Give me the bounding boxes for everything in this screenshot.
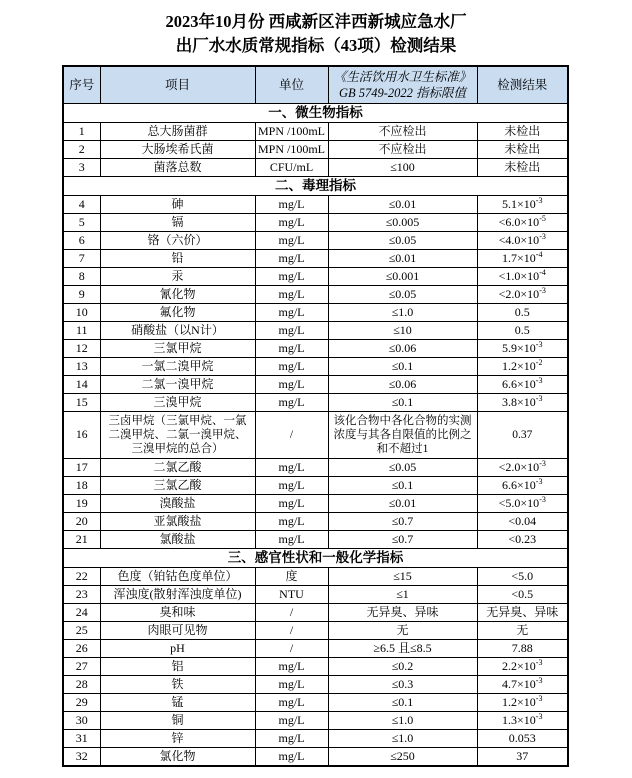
cell-unit: mg/L bbox=[255, 658, 328, 676]
cell-no: 18 bbox=[63, 477, 100, 495]
cell-no: 5 bbox=[63, 214, 100, 232]
cell-unit: / bbox=[255, 622, 328, 640]
cell-unit: mg/L bbox=[255, 232, 328, 250]
cell-item: 菌落总数 bbox=[100, 159, 255, 177]
cell-no: 29 bbox=[63, 694, 100, 712]
table-row bbox=[63, 676, 568, 694]
cell-item: 三氯甲烷 bbox=[100, 340, 255, 358]
cell-result: 0.37 bbox=[477, 412, 568, 459]
table-row bbox=[63, 286, 568, 304]
result-exponent: -3 bbox=[535, 676, 543, 685]
cell-result: $2.2\times 10^{-3}$ bbox=[477, 658, 568, 676]
cell-limit: ≤0.005 bbox=[328, 214, 477, 232]
cell-no: 15 bbox=[63, 394, 100, 412]
cell-result: $6.6\times 10^{-3}$ bbox=[477, 477, 568, 495]
cell-unit: NTU bbox=[255, 586, 328, 604]
section-title: 二、毒理指标 bbox=[63, 177, 568, 196]
cell-item: 臭和味 bbox=[100, 604, 255, 622]
cell-item: 色度（铂钴色度单位） bbox=[100, 568, 255, 586]
cell-item: 汞 bbox=[100, 268, 255, 286]
cell-item: 大肠埃希氏菌 bbox=[100, 141, 255, 159]
column-header-limit-line2: GB 5749-2022 指标限值 bbox=[338, 86, 467, 100]
cell-limit: ≤100 bbox=[328, 159, 477, 177]
column-header-item: 项目 bbox=[100, 66, 255, 104]
cell-limit: ≤0.01 bbox=[328, 495, 477, 513]
column-header-limit-line1: 《生活饮用水卫生标准》 bbox=[333, 70, 472, 84]
cell-limit: ≤1.0 bbox=[328, 304, 477, 322]
cell-no: 24 bbox=[63, 604, 100, 622]
column-header-unit: 单位 bbox=[255, 66, 328, 104]
result-exponent: -3 bbox=[535, 340, 543, 349]
cell-result: $6.6\times 10^{-3}$ bbox=[477, 376, 568, 394]
cell-result: $4.7\times 10^{-3}$ bbox=[477, 676, 568, 694]
cell-item: 三卤甲烷（三氯甲烷、一氯二溴甲烷、二氯一溴甲烷、三溴甲烷的总合） bbox=[100, 412, 255, 459]
result-exponent: -3 bbox=[535, 376, 543, 385]
cell-no: 7 bbox=[63, 250, 100, 268]
cell-limit: ≤15 bbox=[328, 568, 477, 586]
cell-result: $5.1\times 10^{-3}$ bbox=[477, 196, 568, 214]
cell-result: 0.053 bbox=[477, 730, 568, 748]
cell-limit: ≤0.05 bbox=[328, 232, 477, 250]
cell-item: 二氯一溴甲烷 bbox=[100, 376, 255, 394]
cell-item: 铬（六价） bbox=[100, 232, 255, 250]
table-row bbox=[63, 412, 568, 459]
cell-no: 28 bbox=[63, 676, 100, 694]
cell-unit: / bbox=[255, 412, 328, 459]
cell-no: 22 bbox=[63, 568, 100, 586]
cell-no: 6 bbox=[63, 232, 100, 250]
cell-limit: ≤0.06 bbox=[328, 340, 477, 358]
cell-no: 8 bbox=[63, 268, 100, 286]
cell-no: 19 bbox=[63, 495, 100, 513]
cell-no: 30 bbox=[63, 712, 100, 730]
cell-limit: ≤0.3 bbox=[328, 676, 477, 694]
section-header-row bbox=[63, 177, 568, 196]
table-header-row bbox=[63, 66, 568, 104]
table-row bbox=[63, 586, 568, 604]
cell-no: 9 bbox=[63, 286, 100, 304]
cell-result: $<4.0\times 10^{-3}$ bbox=[477, 232, 568, 250]
cell-item: pH bbox=[100, 640, 255, 658]
cell-result: $<1.0\times 10^{-4}$ bbox=[477, 268, 568, 286]
column-header-no: 序号 bbox=[63, 66, 100, 104]
cell-unit: MPN /100mL bbox=[255, 123, 328, 141]
cell-item: 砷 bbox=[100, 196, 255, 214]
cell-item: 肉眼可见物 bbox=[100, 622, 255, 640]
cell-limit: ≤1.0 bbox=[328, 712, 477, 730]
cell-item: 一氯二溴甲烷 bbox=[100, 358, 255, 376]
table-row bbox=[63, 141, 568, 159]
table-body bbox=[63, 104, 568, 767]
cell-item: 二氯乙酸 bbox=[100, 459, 255, 477]
section-header-row bbox=[63, 104, 568, 123]
cell-unit: mg/L bbox=[255, 748, 328, 767]
table-row bbox=[63, 495, 568, 513]
result-exponent: -3 bbox=[535, 712, 543, 721]
cell-limit: 无 bbox=[328, 622, 477, 640]
cell-limit: ≥6.5 且≤8.5 bbox=[328, 640, 477, 658]
cell-item: 氯化物 bbox=[100, 748, 255, 767]
cell-result: $<2.0\times 10^{-3}$ bbox=[477, 286, 568, 304]
table-row bbox=[63, 730, 568, 748]
result-exponent: -3 bbox=[535, 658, 543, 667]
cell-limit: ≤0.01 bbox=[328, 250, 477, 268]
cell-limit: ≤0.05 bbox=[328, 286, 477, 304]
result-exponent: -5 bbox=[539, 214, 546, 223]
cell-unit: mg/L bbox=[255, 340, 328, 358]
result-exponent: -3 bbox=[539, 495, 546, 504]
cell-item: 铁 bbox=[100, 676, 255, 694]
cell-result: <0.23 bbox=[477, 531, 568, 549]
table-row bbox=[63, 394, 568, 412]
column-header-result: 检测结果 bbox=[477, 66, 568, 104]
cell-unit: mg/L bbox=[255, 694, 328, 712]
cell-no: 13 bbox=[63, 358, 100, 376]
cell-result: $<6.0\times 10^{-5}$ bbox=[477, 214, 568, 232]
cell-unit: mg/L bbox=[255, 304, 328, 322]
cell-result: 无异臭、异味 bbox=[477, 604, 568, 622]
document-title bbox=[0, 0, 632, 58]
cell-limit: ≤0.7 bbox=[328, 531, 477, 549]
cell-no: 4 bbox=[63, 196, 100, 214]
table-row bbox=[63, 250, 568, 268]
cell-unit: mg/L bbox=[255, 376, 328, 394]
cell-no: 32 bbox=[63, 748, 100, 767]
table-row bbox=[63, 622, 568, 640]
cell-unit: mg/L bbox=[255, 712, 328, 730]
result-exponent: -3 bbox=[539, 459, 546, 468]
cell-unit: mg/L bbox=[255, 394, 328, 412]
cell-limit: ≤250 bbox=[328, 748, 477, 767]
section-header-row bbox=[63, 549, 568, 568]
cell-unit: mg/L bbox=[255, 513, 328, 531]
cell-limit: ≤0.06 bbox=[328, 376, 477, 394]
table-row bbox=[63, 159, 568, 177]
cell-unit: mg/L bbox=[255, 495, 328, 513]
document-title-line1: 2023年10月份 西咸新区沣西新城应急水厂 bbox=[165, 12, 467, 31]
table-row bbox=[63, 640, 568, 658]
cell-unit: mg/L bbox=[255, 676, 328, 694]
cell-no: 21 bbox=[63, 531, 100, 549]
table-row bbox=[63, 694, 568, 712]
table-row bbox=[63, 358, 568, 376]
cell-result: 0.5 bbox=[477, 322, 568, 340]
cell-item: 溴酸盐 bbox=[100, 495, 255, 513]
cell-unit: mg/L bbox=[255, 322, 328, 340]
cell-limit: ≤0.7 bbox=[328, 513, 477, 531]
result-exponent: -3 bbox=[535, 694, 543, 703]
cell-limit: 不应检出 bbox=[328, 123, 477, 141]
cell-limit: ≤0.1 bbox=[328, 394, 477, 412]
cell-no: 1 bbox=[63, 123, 100, 141]
table-row bbox=[63, 340, 568, 358]
section-title: 一、微生物指标 bbox=[63, 104, 568, 123]
cell-item: 浑浊度(散射浑浊度单位) bbox=[100, 586, 255, 604]
cell-limit: ≤0.05 bbox=[328, 459, 477, 477]
cell-result: <0.5 bbox=[477, 586, 568, 604]
cell-unit: / bbox=[255, 640, 328, 658]
table-row bbox=[63, 232, 568, 250]
cell-item: 硝酸盐（以N计） bbox=[100, 322, 255, 340]
cell-limit: ≤0.001 bbox=[328, 268, 477, 286]
result-exponent: -3 bbox=[535, 394, 543, 403]
cell-limit: ≤0.01 bbox=[328, 196, 477, 214]
cell-no: 2 bbox=[63, 141, 100, 159]
cell-limit: ≤0.1 bbox=[328, 477, 477, 495]
cell-result: 未检出 bbox=[477, 123, 568, 141]
cell-limit: ≤10 bbox=[328, 322, 477, 340]
cell-unit: mg/L bbox=[255, 730, 328, 748]
result-exponent: -3 bbox=[539, 232, 546, 241]
cell-item: 氰化物 bbox=[100, 286, 255, 304]
cell-limit: 该化合物中各化合物的实测浓度与其各自限值的比例之和不超过1 bbox=[328, 412, 477, 459]
cell-item: 镉 bbox=[100, 214, 255, 232]
cell-limit: ≤0.2 bbox=[328, 658, 477, 676]
cell-result: $1.2\times 10^{-2}$ bbox=[477, 358, 568, 376]
cell-unit: mg/L bbox=[255, 250, 328, 268]
result-exponent: -3 bbox=[535, 477, 543, 486]
cell-no: 17 bbox=[63, 459, 100, 477]
table-row bbox=[63, 123, 568, 141]
cell-result: 未检出 bbox=[477, 141, 568, 159]
cell-result: 37 bbox=[477, 748, 568, 767]
cell-no: 12 bbox=[63, 340, 100, 358]
table-row bbox=[63, 658, 568, 676]
cell-no: 26 bbox=[63, 640, 100, 658]
cell-unit: mg/L bbox=[255, 531, 328, 549]
cell-unit: mg/L bbox=[255, 196, 328, 214]
cell-unit: mg/L bbox=[255, 459, 328, 477]
cell-result: $3.8\times 10^{-3}$ bbox=[477, 394, 568, 412]
table-row bbox=[63, 376, 568, 394]
cell-unit: mg/L bbox=[255, 286, 328, 304]
cell-no: 16 bbox=[63, 412, 100, 459]
column-header-limit bbox=[328, 66, 477, 104]
cell-result: $1.2\times 10^{-3}$ bbox=[477, 694, 568, 712]
cell-result: <5.0 bbox=[477, 568, 568, 586]
cell-no: 31 bbox=[63, 730, 100, 748]
cell-unit: mg/L bbox=[255, 268, 328, 286]
cell-no: 25 bbox=[63, 622, 100, 640]
cell-unit: / bbox=[255, 604, 328, 622]
cell-unit: mg/L bbox=[255, 358, 328, 376]
table-row bbox=[63, 268, 568, 286]
cell-result: <0.04 bbox=[477, 513, 568, 531]
table-row bbox=[63, 531, 568, 549]
table-row bbox=[63, 322, 568, 340]
cell-result: 无 bbox=[477, 622, 568, 640]
cell-no: 3 bbox=[63, 159, 100, 177]
cell-limit: ≤1.0 bbox=[328, 730, 477, 748]
cell-result: $<5.0\times 10^{-3}$ bbox=[477, 495, 568, 513]
section-title: 三、感官性状和一般化学指标 bbox=[63, 549, 568, 568]
cell-item: 氟化物 bbox=[100, 304, 255, 322]
cell-limit: 无异臭、异味 bbox=[328, 604, 477, 622]
cell-no: 10 bbox=[63, 304, 100, 322]
cell-limit: 不应检出 bbox=[328, 141, 477, 159]
water-quality-table bbox=[62, 65, 569, 767]
cell-item: 亚氯酸盐 bbox=[100, 513, 255, 531]
table-row bbox=[63, 568, 568, 586]
table-row bbox=[63, 604, 568, 622]
cell-result: $5.9\times 10^{-3}$ bbox=[477, 340, 568, 358]
cell-no: 14 bbox=[63, 376, 100, 394]
cell-item: 铝 bbox=[100, 658, 255, 676]
table-row bbox=[63, 196, 568, 214]
cell-unit: mg/L bbox=[255, 477, 328, 495]
table-row bbox=[63, 712, 568, 730]
table-row bbox=[63, 304, 568, 322]
cell-result: $1.3\times 10^{-3}$ bbox=[477, 712, 568, 730]
cell-result: 0.5 bbox=[477, 304, 568, 322]
cell-unit: MPN /100mL bbox=[255, 141, 328, 159]
cell-no: 11 bbox=[63, 322, 100, 340]
cell-item: 锌 bbox=[100, 730, 255, 748]
result-exponent: -3 bbox=[535, 196, 543, 205]
table-row bbox=[63, 459, 568, 477]
cell-item: 铅 bbox=[100, 250, 255, 268]
cell-unit: CFU/mL bbox=[255, 159, 328, 177]
result-exponent: -3 bbox=[539, 286, 546, 295]
cell-result: $1.7\times 10^{-4}$ bbox=[477, 250, 568, 268]
result-exponent: -2 bbox=[535, 358, 543, 367]
cell-item: 总大肠菌群 bbox=[100, 123, 255, 141]
cell-result: $<2.0\times 10^{-3}$ bbox=[477, 459, 568, 477]
table-row bbox=[63, 748, 568, 767]
cell-result: 7.88 bbox=[477, 640, 568, 658]
cell-no: 23 bbox=[63, 586, 100, 604]
cell-result: 未检出 bbox=[477, 159, 568, 177]
table-row bbox=[63, 214, 568, 232]
table-row bbox=[63, 477, 568, 495]
table-row bbox=[63, 513, 568, 531]
document-title-line2: 出厂水水质常规指标（43项）检测结果 bbox=[175, 36, 457, 55]
cell-item: 三氯乙酸 bbox=[100, 477, 255, 495]
cell-limit: ≤0.1 bbox=[328, 358, 477, 376]
cell-limit: ≤0.1 bbox=[328, 694, 477, 712]
cell-item: 锰 bbox=[100, 694, 255, 712]
result-exponent: -4 bbox=[539, 268, 546, 277]
cell-unit: mg/L bbox=[255, 214, 328, 232]
cell-no: 27 bbox=[63, 658, 100, 676]
result-exponent: -4 bbox=[535, 250, 543, 259]
cell-item: 铜 bbox=[100, 712, 255, 730]
cell-item: 三溴甲烷 bbox=[100, 394, 255, 412]
cell-item: 氯酸盐 bbox=[100, 531, 255, 549]
cell-unit: 度 bbox=[255, 568, 328, 586]
cell-limit: ≤1 bbox=[328, 586, 477, 604]
cell-no: 20 bbox=[63, 513, 100, 531]
